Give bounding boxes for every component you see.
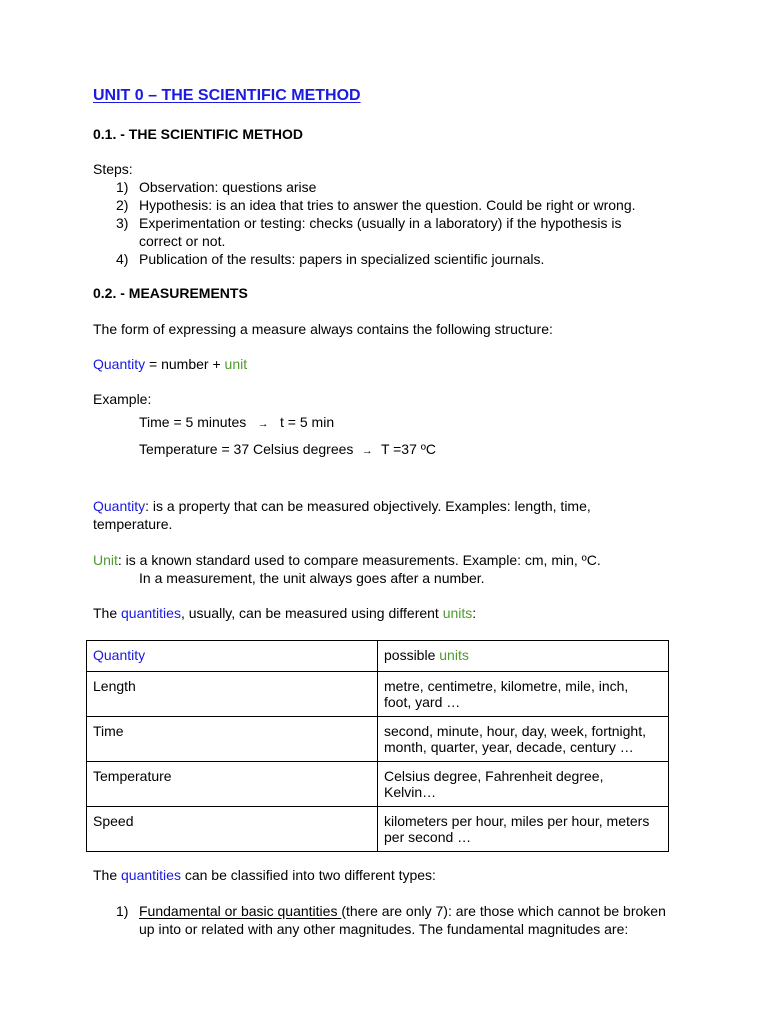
quantity-def-text: : is a property that can be measured objectively. Examples: length, time, [145,498,591,514]
example-label: Example: [93,391,152,407]
measure-formula [93,355,708,373]
type-item [93,902,708,938]
step-text: Hypothesis: is an idea that tries to answer the question. Could be right or wrong. [139,197,636,213]
example-right: T =37 ºC [380,441,436,457]
unit-term: Unit [93,552,118,568]
steps-list [93,178,708,268]
formula-quantity: Quantity [93,356,146,372]
example-time [139,413,334,433]
type-text-continued: up into or related with any other magnitudes. The fundamental magnitudes are: [139,921,629,937]
table-cell-units [378,762,669,807]
types-list [93,902,708,938]
step-text: Publication of the results: papers in specialized scientific journals. [139,251,545,267]
example-right: t = 5 min [280,414,335,430]
step-item [93,178,708,196]
step-number: 1) [116,179,129,195]
quantity-term: Quantity [93,498,146,514]
step-number: 3) [116,215,129,231]
units-line: Celsius degree, Fahrenheit degree, [384,768,604,784]
sentence-part: : [472,605,477,621]
quantities-units-table [86,640,669,852]
units-sentence [93,604,708,622]
quantity-definition [93,497,708,533]
step-item [93,250,708,268]
quantities-term: quantities [121,605,181,621]
units-term: units [442,605,473,621]
formula-middle: = number + [145,356,225,372]
step-item [93,196,708,214]
quantities-term: quantities [121,867,181,883]
header-units-prefix: possible [384,647,440,663]
units-line: foot, yard … [384,694,461,710]
section-heading-measurements: 0.2. - MEASUREMENTS [93,285,248,301]
table-row [87,672,669,717]
table-cell-quantity: Speed [87,807,378,852]
units-line: kilometers per hour, miles per hour, meters [384,813,650,829]
unit-definition [93,551,708,587]
step-text: Experimentation or testing: checks (usually in a laboratory) if the hypothesis is [139,215,622,231]
unit-def-text: : is a known standard used to compare measurements. Example: cm, min, ºC. [117,552,601,568]
units-line: Kelvin… [384,784,437,800]
classify-sentence [93,866,708,884]
unit-def-text-continued: In a measurement, the unit always goes after a number. [139,570,485,586]
units-line: per second … [384,829,472,845]
table-row [87,762,669,807]
table-row [87,807,669,852]
arrow-right-icon: → [257,418,269,430]
arrow-right-icon: → [361,445,373,457]
table-cell-quantity: Length [87,672,378,717]
sentence-part: The [93,605,122,621]
sentence-part: The [93,867,122,883]
table-header-units [378,641,669,672]
section-heading-scientific-method: 0.1. - THE SCIENTIFIC METHOD [93,126,304,142]
units-line: month, quarter, year, decade, century … [384,739,634,755]
measure-intro: The form of expressing a measure always contains the following structure: [93,321,553,337]
unit-title: UNIT 0 – THE SCIENTIFIC METHOD [93,87,361,104]
type-text: (there are only 7): are those which cannot be broken [341,903,666,919]
units-line: second, minute, hour, day, week, fortnight, [384,723,647,739]
type-number: 1) [116,903,129,919]
steps-list-container [93,178,708,268]
table-cell-quantity: Time [87,717,378,762]
table-cell-units [378,717,669,762]
step-number: 4) [116,251,129,267]
step-item [93,214,708,250]
type-term: Fundamental or basic quantities [139,903,342,919]
example-left: Temperature = 37 Celsius degrees [139,441,354,457]
table-header-quantity: Quantity [87,641,378,672]
sentence-part: can be classified into two different types: [180,867,436,883]
steps-label: Steps: [93,161,133,177]
example-left: Time = 5 minutes [139,414,247,430]
table-cell-quantity: Temperature [87,762,378,807]
step-text-continued: correct or not. [139,233,226,249]
formula-unit: unit [224,356,248,372]
units-line: metre, centimetre, kilometre, mile, inch, [384,678,629,694]
sentence-part: , usually, can be measured using different [180,605,443,621]
table-header-row [87,641,669,672]
example-temperature [139,440,436,460]
types-list-container [93,902,708,938]
table-cell-units [378,807,669,852]
step-text: Observation: questions arise [139,179,317,195]
step-number: 2) [116,197,129,213]
table-cell-units [378,672,669,717]
header-units-term: units [439,647,469,663]
table-row [87,717,669,762]
quantity-def-text-continued: temperature. [93,516,173,532]
